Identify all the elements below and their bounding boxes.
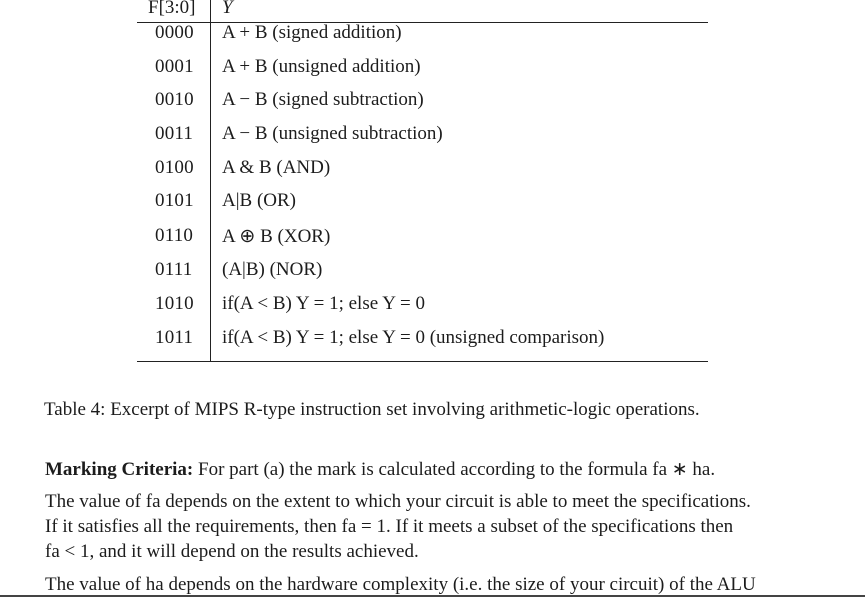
operation-description: A + B (unsigned addition) — [222, 56, 421, 77]
function-code: 1010 — [155, 293, 194, 314]
marking-line-5: The value of ha depends on the hardware complexity (i.e. the size of your circuit) of the ALU — [45, 574, 756, 595]
operation-description: (A|B) (NOR) — [222, 259, 323, 280]
column-header-f: F[3:0] — [148, 0, 196, 18]
function-code: 0000 — [155, 22, 194, 43]
marking-heading: Marking Criteria: — [45, 459, 194, 480]
function-code: 0110 — [155, 225, 194, 246]
operation-description: A|B (OR) — [222, 190, 296, 211]
operation-description: A & B (AND) — [222, 157, 331, 178]
function-code: 1011 — [155, 327, 194, 348]
table-caption: Table 4: Excerpt of MIPS R-type instruction set involving arithmetic-logic operations. — [44, 399, 700, 420]
table-row — [0, 89, 865, 117]
marking-line-1 — [45, 458, 715, 481]
marking-line-2: The value of fa depends on the extent to which your circuit is able to meet the specifications. — [45, 491, 751, 512]
table-row — [0, 293, 865, 321]
function-code: 0100 — [155, 157, 194, 178]
function-code: 0111 — [155, 259, 193, 280]
table-row — [0, 225, 865, 253]
table-row — [0, 123, 865, 151]
table-bottom-rule — [137, 361, 708, 362]
table-row — [0, 259, 865, 287]
operation-description: A + B (signed addition) — [222, 22, 402, 43]
function-code: 0101 — [155, 190, 194, 211]
function-code: 0010 — [155, 89, 194, 110]
operation-description: A − B (signed subtraction) — [222, 89, 424, 110]
function-code: 0011 — [155, 123, 194, 144]
table-row — [0, 157, 865, 185]
operation-description: if(A < B) Y = 1; else Y = 0 (unsigned comparison) — [222, 327, 605, 348]
table-row — [0, 22, 865, 50]
operation-description: if(A < B) Y = 1; else Y = 0 — [222, 293, 425, 314]
column-header-y: Y — [222, 0, 233, 18]
table-row — [0, 56, 865, 84]
table-row — [0, 190, 865, 218]
marking-line-3: If it satisfies all the requirements, then fa = 1. If it meets a subset of the specifications then — [45, 516, 734, 537]
marking-line-4: fa < 1, and it will depend on the results achieved. — [45, 541, 419, 562]
function-code: 0001 — [155, 56, 194, 77]
operation-description: A − B (unsigned subtraction) — [222, 123, 443, 144]
table-row — [0, 327, 865, 355]
marking-line-1-text: For part (a) the mark is calculated according to the formula fa ∗ ha. — [198, 459, 716, 480]
operation-description: A ⊕ B (XOR) — [222, 226, 331, 247]
page-bottom-edge — [0, 595, 865, 597]
